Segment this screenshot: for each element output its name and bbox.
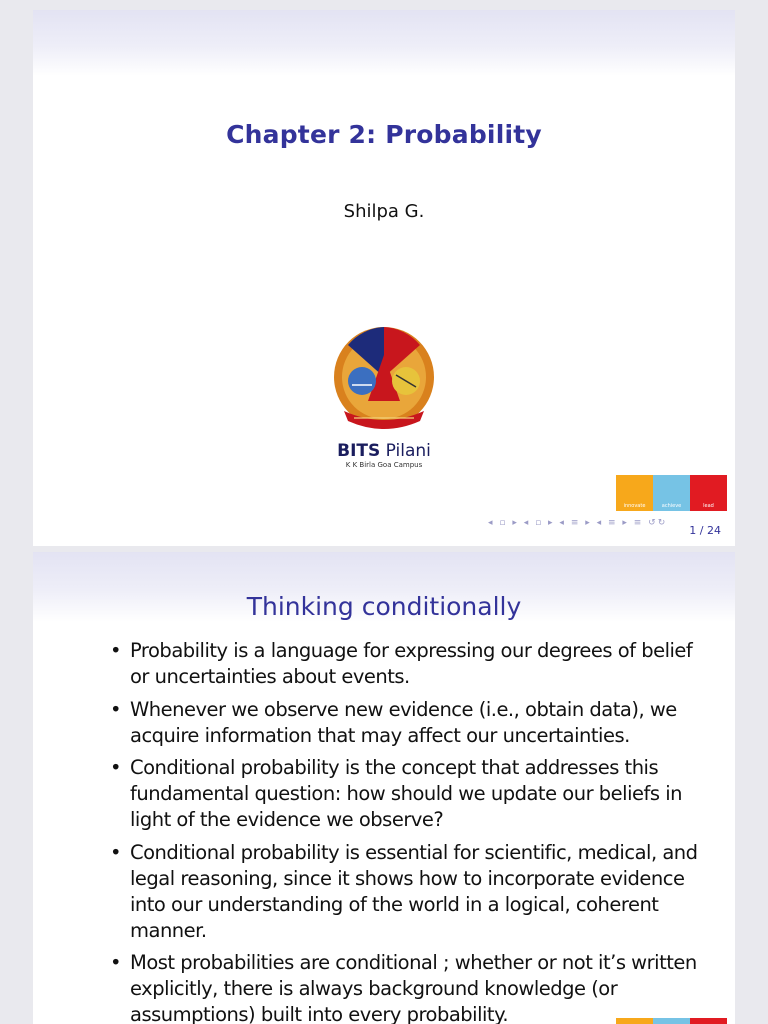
bullet-item: • Conditional probability is the concept that addresses this fundamental question: how should we update our beliefs in light of the evidence we observe? xyxy=(106,755,706,833)
bits-pilani-logo xyxy=(316,325,452,475)
frame-title: Thinking conditionally xyxy=(246,592,522,621)
logo-campus: K K Birla Goa Campus xyxy=(345,461,423,469)
bullet-item: • Most probabilities are conditional ; whether or not it’s written explicitly, there is always background knowledge (or assumptions) built into every probability. xyxy=(106,950,706,1024)
brand-segment: innovate xyxy=(616,475,653,511)
brand-segment: lead xyxy=(690,475,727,511)
brand-segment xyxy=(616,1018,653,1024)
bullet-list xyxy=(106,638,706,1024)
brand-segment: achieve xyxy=(653,475,690,511)
slide-title: Chapter 2: Probability xyxy=(226,120,542,149)
logo-wordmark: BITS Pilani xyxy=(337,441,431,461)
brand-segment xyxy=(690,1018,727,1024)
brand-segment xyxy=(653,1018,690,1024)
slide-2 xyxy=(33,552,735,1024)
page-number: 1 / 24 xyxy=(689,524,721,537)
brand-strip xyxy=(616,1018,727,1024)
author-name: Shilpa G. xyxy=(343,201,425,222)
bullet-item: • Probability is a language for expressing our degrees of belief or uncertainties about events. xyxy=(106,638,706,690)
beamer-navigation[interactable]: ◂ ▫ ▸ ◂ ▫ ▸ ◂ ≡ ▸ ◂ ≡ ▸ ≡ ↺↻ xyxy=(488,518,668,528)
header-band xyxy=(33,10,735,76)
bullet-item: • Conditional probability is essential for scientific, medical, and legal reasoning, since it shows how to incorporate evidence into our understanding of the world in a logical, coherent manner. xyxy=(106,840,706,944)
slide-1 xyxy=(33,10,735,546)
brand-strip xyxy=(616,475,727,511)
institute-seal-icon xyxy=(316,325,452,437)
bullet-item: • Whenever we observe new evidence (i.e., obtain data), we acquire information that may affect our uncertainties. xyxy=(106,697,706,749)
